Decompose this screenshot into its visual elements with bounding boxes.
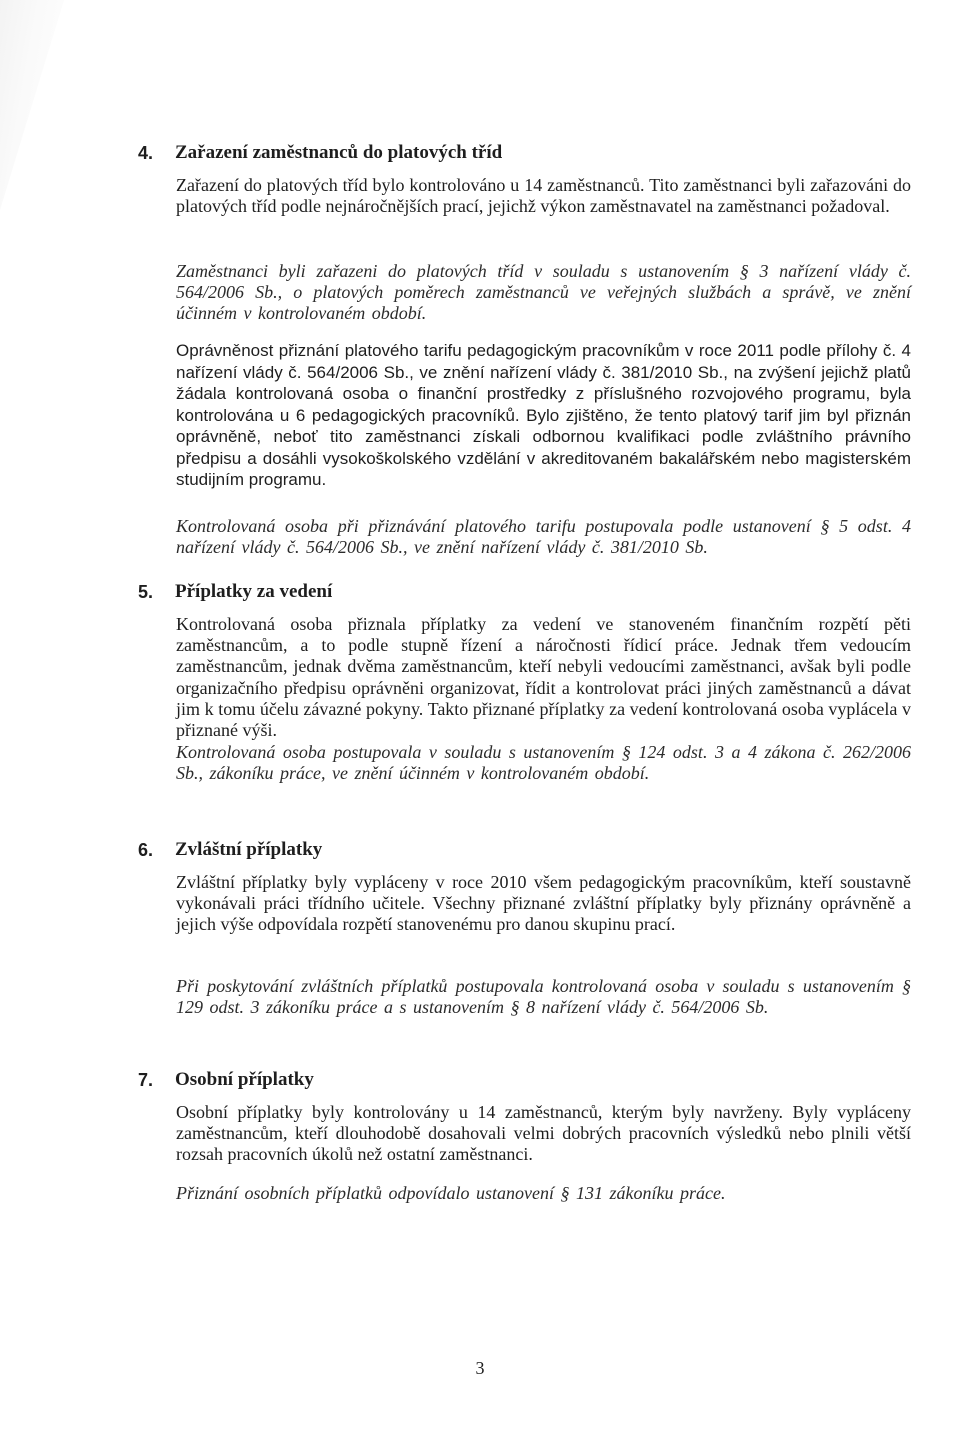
- paragraph-italic: Kontrolovaná osoba při přiznávání platového tarifu postupovala podle ustanovení § 5 odst. 4 nařízení vlády č. 564/2006 Sb., ve znění nařízení vlády č. 381/2010 Sb.: [176, 516, 911, 558]
- paragraph-italic: Zaměstnanci byli zařazeni do platových tříd v souladu s ustanovením § 3 nařízení vlády č. 564/2006 Sb., o platových poměrech zaměstnanců ve veřejných službách a správě, ve znění účinném v kontrolovaném období.: [176, 261, 911, 324]
- scan-edge-shadow: [0, 0, 64, 210]
- paragraph: Oprávněnost přiznání platového tarifu pedagogickým pracovníkům v roce 2011 podle přílohy č. 4 nařízení vlády č. 564/2006 Sb., ve znění nařízení vlády č. 381/2010 Sb., na zvýšení jejichž platů žádala kontrolovaná osoba o finanční prostředky z příslušného rozvojového programu, byla kontrolována u 6 pedagogických pracovníků. Bylo zjištěno, že tento platový tarif jim byl přiznán oprávněně, neboť tito zaměstnanci získali odbornou kvalifikaci podle zvláštního právního předpisu a dosáhli vysokoškolského vzdělání v akreditovaném bakalářském nebo magisterském studijním programu.: [176, 341, 911, 489]
- section-title: Zařazení zaměstnanců do platových tříd: [175, 142, 503, 163]
- section-number: 6.: [138, 840, 154, 860]
- paragraph: Zvláštní příplatky byly vypláceny v roce 2010 všem pedagogickým pracovníkům, kteří soustavně vykonávali práci třídního učitele. Všechny přiznané zvláštní příplatky byly přiznány oprávněně a jejich výše odpovídala rozpětí stanovenému pro danou skupinu prací.: [176, 872, 911, 935]
- section-title: Zvláštní příplatky: [175, 839, 323, 860]
- paragraph-italic: Kontrolovaná osoba postupovala v souladu s ustanovením § 124 odst. 3 a 4 zákona č. 262/2006 Sb., zákoníku práce, ve znění účinném v kontrolovaném období.: [176, 742, 911, 784]
- paragraph-italic: Při poskytování zvláštních příplatků postupovala kontrolovaná osoba v souladu s ustanovením § 129 odst. 3 zákoníku práce a s ustanovením § 8 nařízení vlády č. 564/2006 Sb.: [176, 976, 911, 1018]
- paragraph: Osobní příplatky byly kontrolovány u 14 zaměstnanců, kterým byly navrženy. Byly vypláceny zaměstnancům, kteří dlouhodobě dosahovali velmi dobrých pracovních výsledků nebo plnili větší rozsah pracovních úkolů než ostatní zaměstnanci.: [176, 1102, 911, 1165]
- section-number: 7.: [138, 1070, 154, 1090]
- section-title: Osobní příplatky: [175, 1069, 314, 1090]
- section-number: 4.: [138, 143, 154, 163]
- section-number: 5.: [138, 582, 154, 602]
- page-number: 3: [475, 1358, 485, 1378]
- paragraph: Zařazení do platových tříd bylo kontrolováno u 14 zaměstnanců. Tito zaměstnanci byli zařazováni do platových tříd podle nejnáročnějších prací, jejichž výkon zaměstnavatel na zaměstnanci požadoval.: [176, 175, 911, 217]
- paragraph-italic: Přiznání osobních příplatků odpovídalo ustanovení § 131 zákoníku práce.: [176, 1183, 726, 1203]
- section-title: Příplatky za vedení: [175, 581, 333, 602]
- paragraph: Kontrolovaná osoba přiznala příplatky za vedení ve stanoveném finančním rozpětí pěti zaměstnancům, a to podle stupně řízení a náročnosti řídicí práce. Jednak třem vedoucím zaměstnancům, jednak dvěma zaměstnancům, kteří nebyli vedoucími zaměstnanci, avšak byli podle organizačního předpisu oprávněni organizovat, řídit a kontrolovat práci jiných zaměstnanců a dávat jim k tomu účelu závazné pokyny. Takto přiznané příplatky za vedení kontrolovaná osoba vyplácela v přiznané výši.: [176, 614, 911, 741]
